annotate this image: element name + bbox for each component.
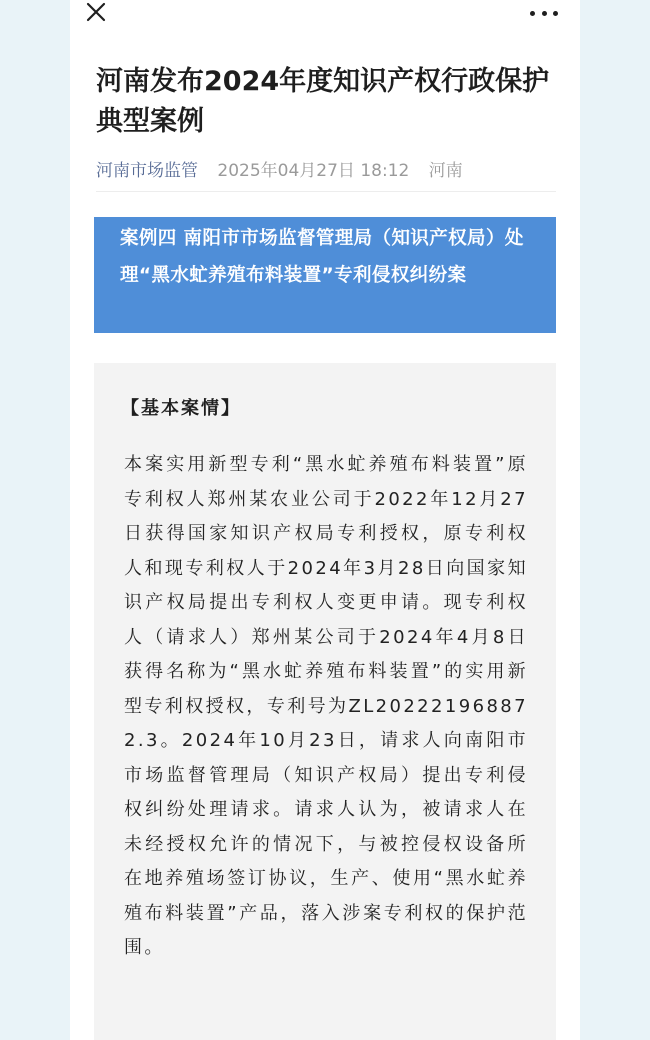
card-heading: 【基本案情】 [121, 398, 241, 419]
more-dot [530, 11, 535, 16]
article-meta [96, 158, 463, 184]
case-detail-card [94, 363, 556, 1040]
article-page [70, 0, 580, 1040]
publish-region: 河南 [428, 161, 463, 181]
more-dot [553, 11, 558, 16]
article-title: 河南发布2024年度知识产权行政保护典型案例 [96, 66, 550, 137]
meta-divider [96, 191, 556, 192]
case-title-banner: 案例四 南阳市市场监督管理局（知识产权局）处理“黑水虻养殖布料装置”专利侵权纠纷案 [94, 217, 556, 333]
close-icon[interactable] [84, 0, 108, 24]
card-body-text: 本案实用新型专利“黑水虻养殖布料装置”原专利权人郑州某农业公司于2022年12月27日获得国家知识产权局专利授权，原专利权人和现专利权人于2024年3月28日向国家知识产权局提出专利权人变更申请。现专利权人（请求人）郑州某公司于2024年4月8日获得名称为“黑水虻养殖布料装置”的实用新型专利权授权，专利号为ZL202221968872.3。2024年10月23日，请求人向南阳市市场监督管理局（知识产权局）提出专利侵权纠纷处理请求。请求人认为，被请求人在未经授权允许的情况下，与被控侵权设备所在地养殖场签订协议，生产、使用“黑水虻养殖布料装置”产品，落入涉案专利权的保护范围。 [124, 454, 528, 958]
more-horizontal-icon[interactable] [530, 6, 558, 20]
publish-time: 2025年04月27日 18:12 [217, 161, 410, 181]
more-dot [542, 11, 547, 16]
account-name-link[interactable]: 河南市场监管 [96, 161, 198, 181]
